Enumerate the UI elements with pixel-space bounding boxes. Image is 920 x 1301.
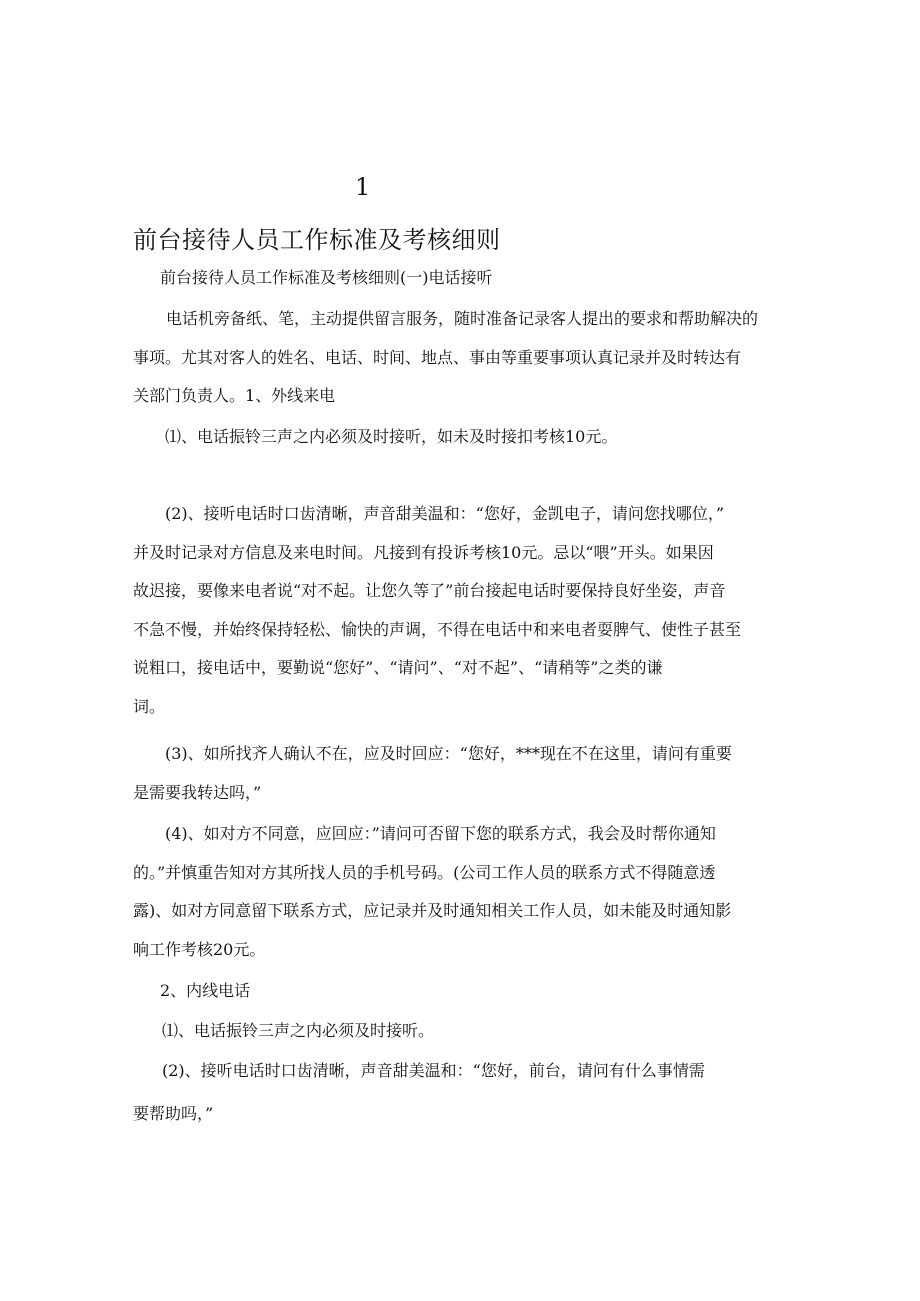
text-line: ⑴、电话振铃三声之内必须及时接听。 bbox=[162, 1021, 435, 1040]
paragraph-internal-1 bbox=[133, 1012, 793, 1051]
section-subtitle: 前台接待人员工作标准及考核细则(一)电话接听 bbox=[160, 268, 493, 287]
text-line: 要帮助吗，” bbox=[133, 1103, 214, 1123]
text-line: 是需要我转达吗，” bbox=[133, 782, 262, 802]
text-line: 的。”并慎重告知对方其所找人员的手机号码。(公司工作人员的联系方式不得随意透 bbox=[133, 862, 716, 882]
paragraph-phone-intro bbox=[133, 300, 793, 416]
paragraph-internal-2 bbox=[133, 1052, 793, 1133]
text-line: (3)、如所找齐人确认不在，应及时回应：“您好，***现在不在这里，请问有重要 bbox=[165, 744, 732, 763]
text-line: (4)、如对方不同意，应回应：”请问可否留下您的联系方式，我会及时帮你通知 bbox=[165, 824, 716, 843]
text-line: 2、内线电话 bbox=[160, 981, 251, 1000]
text-line: 不急不慢，并始终保持轻松、愉快的声调，不得在电话中和来电者耍脾气、使性子甚至 bbox=[133, 619, 742, 639]
text-line: 响工作考核20元。 bbox=[133, 939, 266, 959]
text-line: 电话机旁备纸、笔，主动提供留言服务，随时准备记录客人提出的要求和帮助解决的 bbox=[166, 309, 759, 328]
section-heading-internal bbox=[133, 972, 793, 1011]
text-line: 关部门负责人。1、外线来电 bbox=[133, 386, 336, 405]
paragraph-external-3 bbox=[133, 735, 793, 812]
text-line: 词。 bbox=[133, 696, 166, 716]
text-line: 露)、如对方同意留下联系方式，应记录并及时通知相关工作人员，如未能及时通知影 bbox=[133, 901, 732, 920]
paragraph-external-1 bbox=[133, 418, 793, 457]
text-line: 事项。尤其对客人的姓名、电话、时间、地点、事由等重要事项认真记录并及时转达有 bbox=[133, 347, 742, 367]
text-line: 故迟接，要像来电者说“对不起。让您久等了”前台接起电话时要保持良好坐姿，声音 bbox=[133, 581, 726, 600]
document-title: 前台接待人员工作标准及考核细则 bbox=[133, 226, 501, 254]
page-number: 1 bbox=[355, 173, 371, 201]
text-line: 并及时记录对方信息及来电时间。凡接到有投诉考核10元。忌以“喂”开头。如果因 bbox=[133, 542, 714, 562]
paragraph-external-4 bbox=[133, 815, 793, 969]
text-line: ⑴、电话振铃三声之内必须及时接听，如未及时接扣考核10元。 bbox=[165, 427, 618, 446]
text-line: (2)、接听电话时口齿清晰，声音甜美温和：“您好，前台，请问有什么事情需 bbox=[162, 1061, 705, 1080]
paragraph-external-2 bbox=[133, 495, 793, 726]
text-line: 说粗口，接电话中，要勤说“您好”、“请问”、“对不起”、“请稍等”之类的谦 bbox=[133, 658, 663, 677]
text-line: (2)、接听电话时口齿清晰，声音甜美温和：“您好，金凯电子，请问您找哪位，” bbox=[165, 504, 725, 523]
